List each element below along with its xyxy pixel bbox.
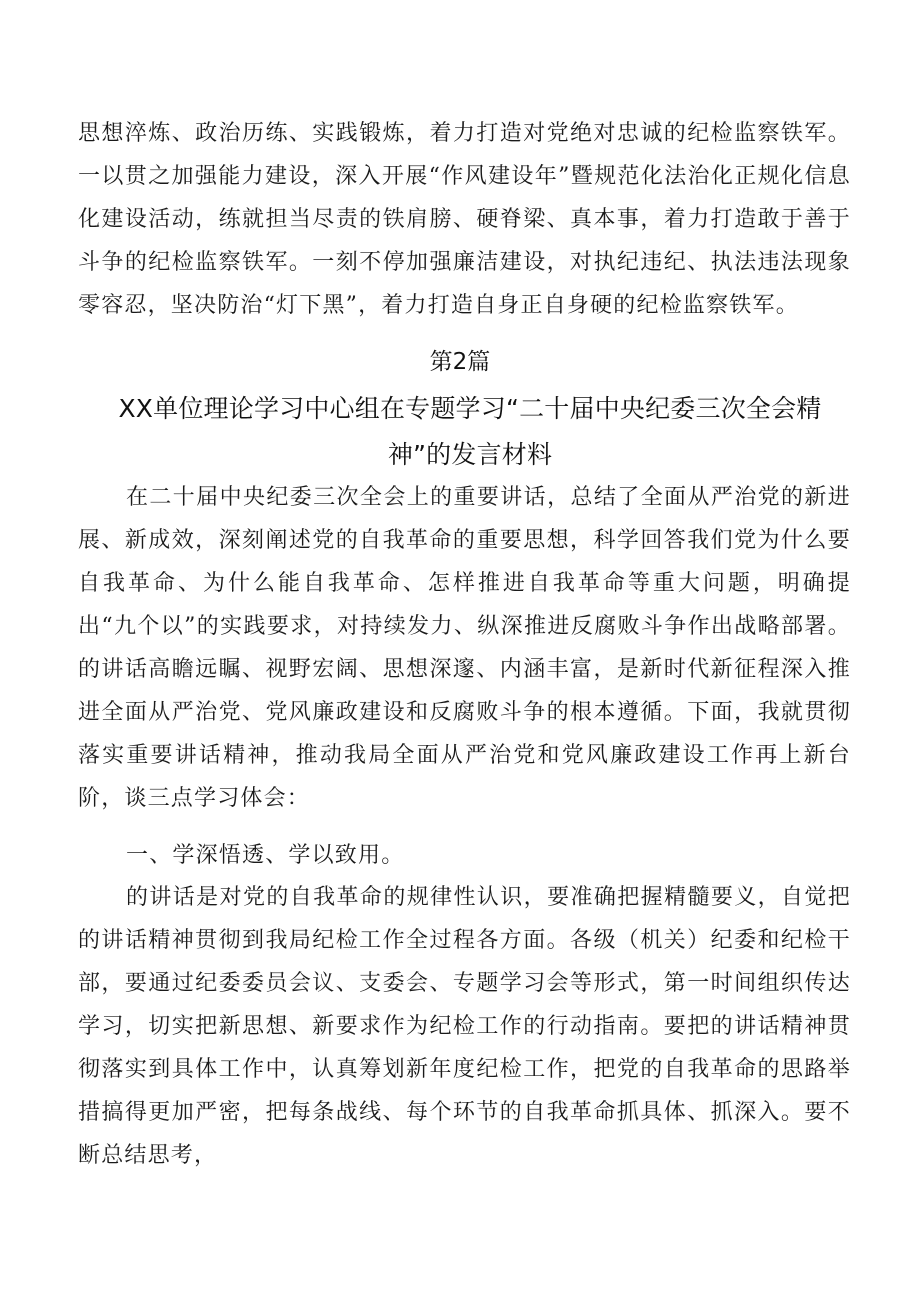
article-title: XX单位理论学习中心组在专题学习“二十届中央纪委三次全会精神”的发言材料 [118,394,822,469]
intro-paragraph: 思想淬炼、政治历练、实践锻炼，着力打造对党绝对忠诚的纪检监察铁军。一以贯之加强能力建设，深入开展“作风建设年”暨规范化法治化正规化信息化建设活动，练就担当尽责的铁肩膀、硬脊梁、真本事，着力打造敢于善于斗争的纪检监察铁军。一刻不停加强廉洁建设，对执纪违纪、执法违法现象零容忍，坚决防治“灯下黑”，着力打造自身正自身硬的纪检监察铁军。 [78,121,851,318]
body-paragraph-2: 的讲话是对党的自我革命的规律性认识，要准确把握精髓要义，自觉把的讲话精神贯彻到我局纪检工作全过程各方面。各级（机关）纪委和纪检干部，要通过纪委委员会议、支委会、专题学习会等形式，第一时间组织传达学习，切实把新思想、新要求作为纪检工作的行动指南。要把的讲话精神贯彻落实到具体工作中，认真筹划新年度纪检工作，把党的自我革命的思路举措搞得更加严密，把每条战线、每个环节的自我革命抓具体、抓深入。要不断总结思考， [78,885,851,1168]
section-heading-1: 一、学深悟透、学以致用。 [126,843,405,868]
section-label: 第2篇 [429,349,491,375]
body-paragraph-1: 在二十届中央纪委三次全会上的重要讲话，总结了全面从严治党的新进展、新成效，深刻阐述党的自我革命的重要思想，科学回答我们党为什么要自我革命、为什么能自我革命、怎样推进自我革命等重大问题，明确提出“九个以”的实践要求，对持续发力、纵深推进反腐败斗争作出战略部署。的讲话高瞻远瞩、视野宏阔、思想深邃、内涵丰富，是新时代新征程深入推进全面从严治党、党风廉政建设和反腐败斗争的根本遵循。下面，我就贯彻落实重要讲话精神，推动我局全面从严治党和党风廉政建设工作再上新台阶，谈三点学习体会： [78,485,851,811]
